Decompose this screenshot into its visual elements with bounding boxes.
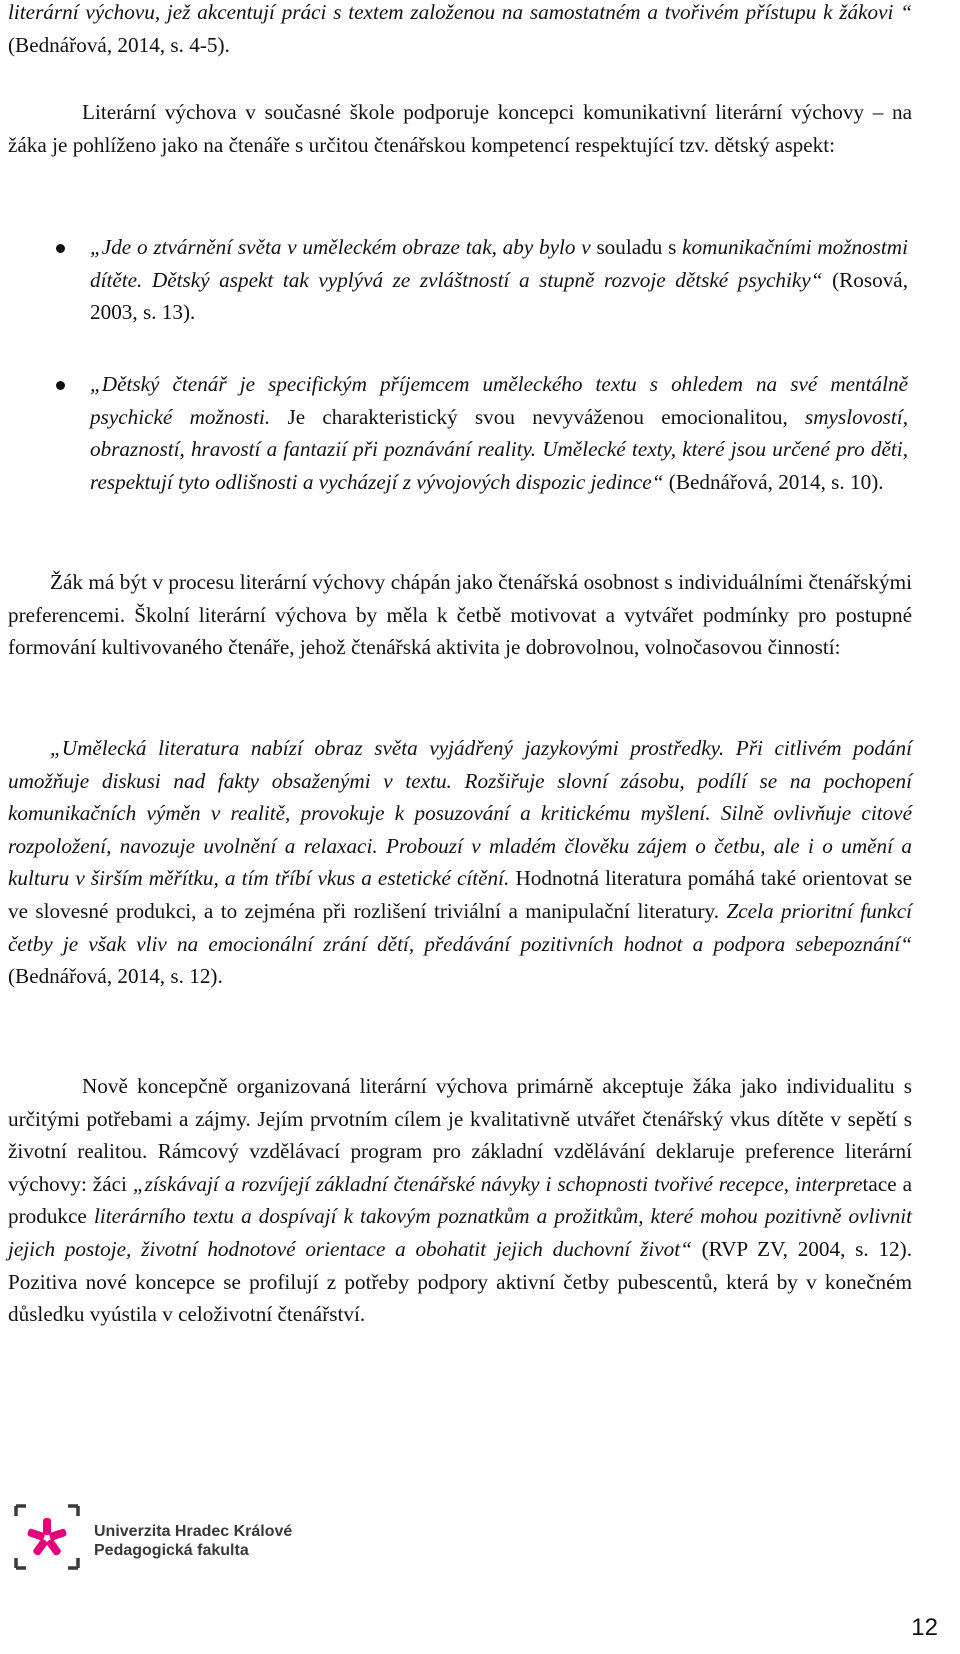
citation: (Bednářová, 2014, s. 12).	[8, 964, 223, 989]
citation: (Bednářová, 2014, s. 10).	[663, 469, 884, 494]
quote-text: „Jde o ztvárnění světa v uměleckém obraze tak, aby bylo v	[90, 235, 591, 259]
body-text: Nově koncepčně organizovaná literární výchova primárně akceptuje žáka jako individualitu s určitými potřebami a zájmy. Jejím prvotním cílem je kvalitativně utvářet čtenářský vkus dítěte v sepětí s životní realitou. Rámcový vzdělávací program pro základní vzdělávání deklaruje preference literární výchovy: žáci	[8, 1074, 912, 1196]
paragraph-pupil-reader	[8, 566, 912, 664]
quote-text: „Umělecká literatura nabízí obraz světa vyjádřený jazykovými prostředky. Při citlivém podání umožňuje diskusi nad fakty obsaženými v textu. Rozšiřuje slovní zásobu, podílí se na pochopení komunikačních výměn v realitě, provokuje k posuzování a kritickému myšlení. Silně ovlivňuje citové rozpoložení, navozuje uvolnění a relaxaci. Probouzí v mladém člověku zájem o četbu, ale i o umění a kulturu v širším měřítku, a tím tříbí vkus a estetické cítění.	[8, 736, 912, 891]
bullet-text	[90, 231, 908, 329]
page-number: 12	[911, 1614, 938, 1641]
quote-text: „získávají a rozvíjejí základní čtenářské návyky i schopnosti tvořivé recepce, interpre	[132, 1171, 863, 1196]
body-text: Literární výchova v současné škole podporuje koncepci komunikativní literární výchovy – na žáka je pohlíženo jako na čtenáře s určitou čtenářskou kompetencí respektující tzv. dětský aspekt:	[8, 100, 912, 157]
institution-name	[94, 1522, 292, 1560]
paragraph-intro-continuation	[8, 0, 912, 61]
quote-text: Zcela prioritní funkcí četby je však vliv na emocionální zrání dětí, předávání pozitivních hodnot a podpora sebepoznání“	[8, 898, 912, 956]
paragraph-new-concept	[8, 1070, 912, 1331]
citation: (Rosová, 2003, s. 13).	[90, 267, 908, 325]
bullet-text	[90, 368, 908, 498]
body-text: (RVP ZV, 2004, s. 12). Pozitiva nové koncepce se profilují z potřeby podpory aktivní četby pubescentů, která by v konečném důsledku vyústila v celoživotní čtenářství.	[8, 1236, 912, 1327]
paragraph-literature-quote	[8, 732, 912, 993]
quote-text: smyslovostí, obrazností, hravostí a fantazií při poznávání reality. Umělecké texty, které jsou určené pro děti, respektují tyto odlišnosti a vycházejí z vývojových dispozic jedince“	[90, 404, 908, 494]
institution-line1: Univerzita Hradec Králové	[94, 1523, 293, 1540]
body-text: Žák má být v procesu literární výchovy chápán jako čtenářská osobnost s individuálními čtenářskými preferencemi. Školní literární výchova by měla k četbě motivovat a vytvářet podmínky pro postupné formování kultivovaného čtenáře, jehož čtenářská aktivita je dobrovolnou, volnočasovou činností:	[8, 570, 912, 660]
body-text: Hodnotná literatura pomáhá také orientovat se ve slovesné produkci, a to zejména při rozlišení triviální a manipulační literatury.	[8, 866, 912, 923]
body-text: Je charakteristický svou nevyváženou emocionalitou,	[270, 404, 805, 429]
quote-text: „Dětský čtenář je specifickým příjemcem uměleckého textu s ohledem na své mentálně psychické možnosti.	[90, 372, 908, 429]
quote-text: literárního textu a dospívají k takovým poznatkům a prožitkům, které mohou pozitivně ovlivnit jejich postoje, životní hodnotové orientace a obohatit jejich duchovní život“	[8, 1204, 912, 1261]
university-logo-icon	[12, 1502, 82, 1572]
quote-text: komunikačními možnostmi dítěte. Dětský aspekt tak vyplývá ze zvláštností a stupně rozvoje dětské psychiky“	[90, 235, 908, 292]
institution-line2: Pedagogická fakulta	[94, 1542, 249, 1559]
body-text: souladu s	[590, 235, 683, 259]
paragraph-communicative-education	[8, 96, 912, 161]
bullet-icon	[56, 381, 65, 390]
bullet-icon	[56, 244, 65, 253]
quote-text: literární výchovu, jež akcentují práci s textem založenou na samostatném a tvořivém přístupu k žákovi “	[8, 0, 912, 24]
citation: (Bednářová, 2014, s. 4-5).	[8, 32, 230, 57]
body-text: tace a produkce	[8, 1171, 912, 1229]
